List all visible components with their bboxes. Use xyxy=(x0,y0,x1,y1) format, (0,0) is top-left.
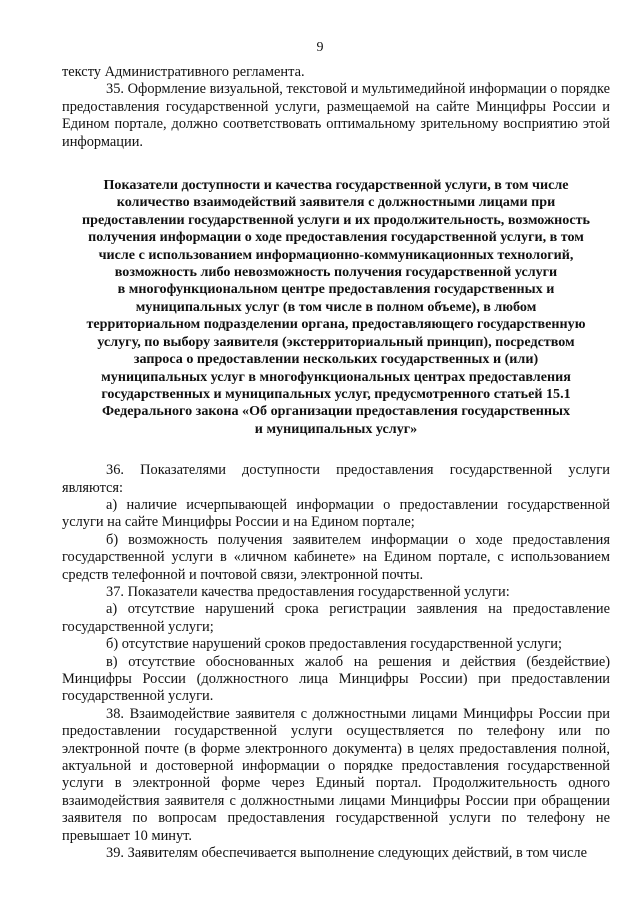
heading-line: Показатели доступности и качества государственной услуги, в том числе xyxy=(103,177,569,194)
paragraph-36: 36. Показателями доступности предоставления государственной услуги являются: xyxy=(62,462,610,496)
paragraph-37-a: а) отсутствие нарушений срока регистрации заявления на предоставление государственной услуги; xyxy=(62,601,610,635)
heading-line: запроса о предоставлении нескольких государственных и (или) xyxy=(133,351,539,368)
heading-line: муниципальных услуг в многофункциональных центрах предоставления xyxy=(101,368,571,385)
page-body xyxy=(62,64,610,862)
paragraph-37: 37. Показатели качества предоставления государственной услуги: xyxy=(106,583,510,600)
paragraph-37-b: б) отсутствие нарушений сроков предоставления государственной услуги; xyxy=(106,636,563,653)
heading-line: услугу, по выбору заявителя (экстерриториальный принцип), посредством xyxy=(97,333,575,350)
page-number: 9 xyxy=(316,40,324,55)
heading-line: муниципальных услуг (в том числе в полном объеме), в любом xyxy=(135,298,537,315)
heading-line: предоставлении государственной услуги и их продолжительность, возможность xyxy=(82,211,590,228)
heading-line: государственных и муниципальных услуг, предусмотренного статьей 15.1 xyxy=(101,385,571,402)
paragraph-continuation: тексту Административного регламента. xyxy=(62,64,305,80)
heading-line: территориальном подразделении органа, предоставляющего государственную xyxy=(86,316,586,333)
section-heading xyxy=(62,177,610,438)
heading-line: числе с использованием информационно-коммуникационных технологий, xyxy=(98,246,574,263)
heading-line: количество взаимодействий заявителя с должностными лицами при xyxy=(116,194,556,211)
heading-line: возможность либо невозможность получения государственной услуги xyxy=(114,264,558,281)
paragraph-39: 39. Заявителям обеспечивается выполнение следующих действий, в том числе xyxy=(106,845,587,862)
heading-line: получения информации о ходе предоставления государственной услуги, в том xyxy=(88,229,584,246)
paragraph-36-b: б) возможность получения заявителем информации о ходе предоставления государственной услуги в «личном кабинете» на Едином портале, с использованием средств телефонной и почтовой связи, электронной почты. xyxy=(62,531,610,583)
paragraph-38: 38. Взаимодействие заявителя с должностными лицами Минцифры России при предоставлении государственной услуги осуществляется по телефону или по электронной почте (в форме электронного документа) в целях предоставления полной, актуальной и достоверной информации о порядке предоставления государственной услуги в электронной форме через Единый портал. Продолжительность одного взаимодействия заявителя с должностными лицами Минцифры России при обращении заявителя по вопросам предоставления государственной услуги по телефону не превышает 10 минут. xyxy=(62,705,610,844)
heading-line: и муниципальных услуг» xyxy=(254,420,418,437)
heading-line: в многофункциональном центре предоставления государственных и xyxy=(117,281,555,298)
paragraph-36-a: а) наличие исчерпывающей информации о предоставлении государственной услуги на сайте Минцифры России и на Едином портале; xyxy=(62,496,610,531)
paragraph-35: 35. Оформление визуальной, текстовой и мультимедийной информации о порядке предоставления государственной услуги, размещаемой на сайте Минцифры России и Едином портале, должно соответствовать оптимальному зрительному восприятию этой информации. xyxy=(62,81,610,150)
paragraph-37-c: в) отсутствие обоснованных жалоб на решения и действия (бездействие) Минцифры России (должностного лица Минцифры России) при предоставлении государственной услуги. xyxy=(62,653,610,705)
heading-line: Федерального закона «Об организации предоставления государственных xyxy=(101,403,571,420)
